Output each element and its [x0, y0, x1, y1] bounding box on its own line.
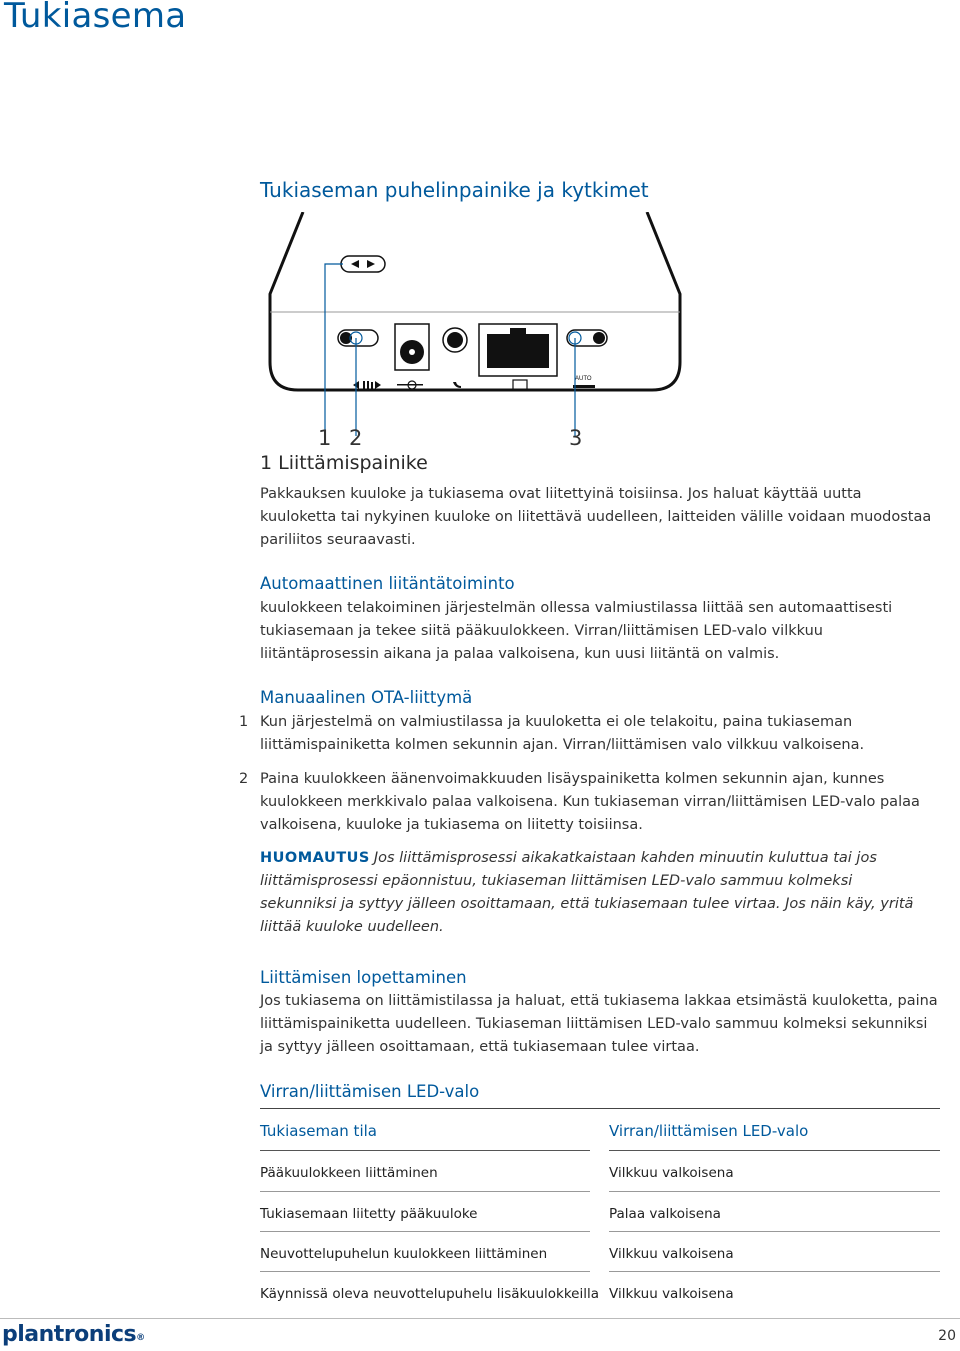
- pairing-intro: Pakkauksen kuuloke ja tukiasema ovat liitettyinä toisiinsa. Jos haluat käyttää uutta kuuloketta tai nykyinen kuuloke on liitettävä uudelleen, laitteiden välille voidaan muodostaa pariliitos seuraavasti.: [260, 486, 932, 548]
- table-cell: Tukiasemaan liitetty pääkuuloke: [260, 1206, 478, 1222]
- base-station-diagram: [255, 212, 695, 452]
- auto-pairing-heading: Automaattinen liitäntätoiminto: [260, 574, 515, 593]
- table-top-rule: [260, 1108, 940, 1109]
- panel-icons: [353, 376, 595, 390]
- table-header-state: Tukiaseman tila: [260, 1122, 377, 1140]
- base-station-outline: [270, 212, 680, 390]
- audio-port: [443, 328, 467, 352]
- table-cell: Pääkuulokkeen liittäminen: [260, 1165, 438, 1181]
- pairing-icon: [341, 256, 385, 272]
- step-number: 1: [239, 714, 249, 730]
- table-cell: Vilkkuu valkoisena: [609, 1286, 734, 1302]
- end-pairing-heading: Liittämisen lopettaminen: [260, 968, 467, 987]
- manual-pairing-heading: Manuaalinen OTA-liittymä: [260, 688, 473, 707]
- power-jack: [395, 324, 429, 370]
- plantronics-logo: plantronics®: [2, 1322, 145, 1347]
- table-rule: [260, 1191, 590, 1192]
- callout-1: 1: [318, 426, 332, 450]
- table-header-led: Virran/liittämisen LED-valo: [609, 1122, 809, 1140]
- footer-rule: [0, 1318, 960, 1319]
- callout-3: 3: [569, 426, 583, 450]
- table-rule: [609, 1231, 940, 1232]
- table-cell: Vilkkuu valkoisena: [609, 1165, 734, 1181]
- section-heading: Tukiaseman puhelinpainike ja kytkimet: [260, 178, 649, 202]
- step-text: Kun järjestelmä on valmiustilassa ja kuuloketta ei ole telakoitu, paina tukiaseman liittämispainiketta kolmen sekunnin ajan. Virran/liittämisen valo vilkkuu valkoisena.: [260, 714, 865, 753]
- page-number: 20: [938, 1328, 956, 1344]
- step-text: Paina kuulokkeen äänenvoimakkuuden lisäyspainiketta kolmen sekunnin ajan, kunnes kuulokkeen merkkivalo palaa valkoisena. Kun tukiaseman virran/liittämisen LED-valo palaa valkoisena, kuuloke ja tukiasema on liitetty toisiinsa.: [260, 771, 920, 833]
- table-rule: [260, 1271, 590, 1272]
- table-rule: [260, 1150, 590, 1151]
- table-cell: Vilkkuu valkoisena: [609, 1246, 734, 1262]
- table-rule: [609, 1150, 940, 1151]
- table-rule: [609, 1191, 940, 1192]
- telephone-port: [479, 324, 557, 376]
- table-cell: Neuvottelupuhelun kuulokkeen liittäminen: [260, 1246, 548, 1262]
- table-rule: [260, 1231, 590, 1232]
- note: [260, 847, 920, 939]
- led-heading: Virran/liittämisen LED-valo: [260, 1082, 480, 1101]
- pairing-button-heading: 1 Liittämispainike: [260, 452, 428, 474]
- table-cell: Palaa valkoisena: [609, 1206, 721, 1222]
- note-label: HUOMAUTUS: [260, 850, 370, 866]
- page-title: Tukiasema: [4, 0, 187, 36]
- table-cell: Käynnissä oleva neuvottelupuhelu lisäkuulokkeilla: [260, 1286, 600, 1302]
- step-number: 2: [239, 771, 249, 787]
- auto-label: AUTO: [575, 376, 592, 382]
- callout-2: 2: [349, 426, 363, 450]
- auto-pairing-text: kuulokkeen telakoiminen järjestelmän ollessa valmiustilassa liittää sen automaattisesti tukiasemaan ja tekee siitä pääkuulokkeen. Virran/liittämisen LED-valo vilkkuu liitäntäprosessin aikana ja palaa valkoisena, kun uusi liitäntä on valmis.: [260, 600, 893, 662]
- table-rule: [609, 1271, 940, 1272]
- note-text: Jos liittämisprosessi aikakatkaistaan kahden minuutin kuluttua tai jos liittämisprosessi epäonnistuu, tukiaseman liittämisen LED-valo sammuu kolmeksi sekunniksi ja syttyy jälleen osoittamaan, että tukiasemaan tulee virtaa. Jos näin käy, yritä liittää kuuloke uudelleen.: [260, 850, 914, 935]
- end-pairing-text: Jos tukiasema on liittämistilassa ja haluat, että tukiasema lakkaa etsimästä kuuloketta, paina liittämispainiketta uudelleen. Tukiaseman liittämisen LED-valo sammuu kolmeksi sekunniksi ja syttyy jälleen osoittamaan, että tukiasemaan tulee virtaa.: [260, 993, 938, 1055]
